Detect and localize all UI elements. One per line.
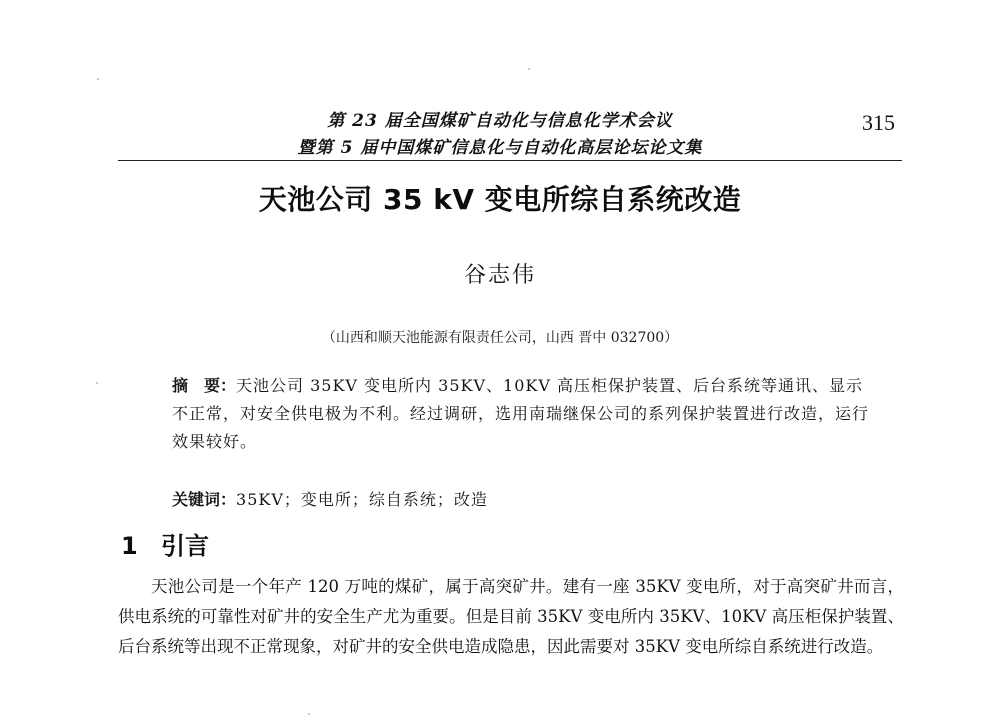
author-affiliation: （山西和顺天池能源有限责任公司，山西 晋中 032700） [321,330,679,346]
section-title: 引言 [161,532,209,560]
keywords-text: 35KV；变电所；综自系统；改造 [236,490,488,509]
scan-speck [96,382,98,384]
paper-title: 天池公司 35 kV 变电所综自系统改造 [258,183,742,216]
scan-speck [97,78,99,80]
abstract-label: 摘 要： [172,376,237,395]
keywords [172,487,872,510]
scan-speck [528,68,530,70]
section-heading [121,526,209,561]
page-number: 315 [862,110,895,135]
abstract-text: 天池公司 35KV 变电所内 35KV、10KV 高压柜保护装置、后台系统等通讯、显示不正常，对安全供电极为不利。经过调研，选用南瑞继保公司的系列保护装置进行改造，运行效果较好。 [172,376,870,451]
scan-speck [308,713,310,715]
header-divider [118,160,902,161]
conference-title-line-2: 暨第 5 届中国煤矿信息化与自动化高层论坛论文集 [297,138,703,158]
section-number: 1 [121,532,138,560]
author-name: 谷志伟 [463,263,536,288]
keywords-label: 关键词： [172,490,237,509]
conference-title-line-1: 第 23 届全国煤矿自动化与信息化学术会议 [327,111,673,131]
abstract [172,372,872,456]
body-paragraph: 天池公司是一个年产 120 万吨的煤矿，属于高突矿井。建有一座 35KV 变电所，对于高突矿井而言，供电系统的可靠性对矿井的安全生产尤为重要。但是目前 35KV 变电所内 35KV、10KV 高压柜保护装置、后台系统等出现不正常现象，对矿井的安全供电造成隐患，因此需要对 35KV 变电所综自系统进行改造。 [118,577,904,656]
